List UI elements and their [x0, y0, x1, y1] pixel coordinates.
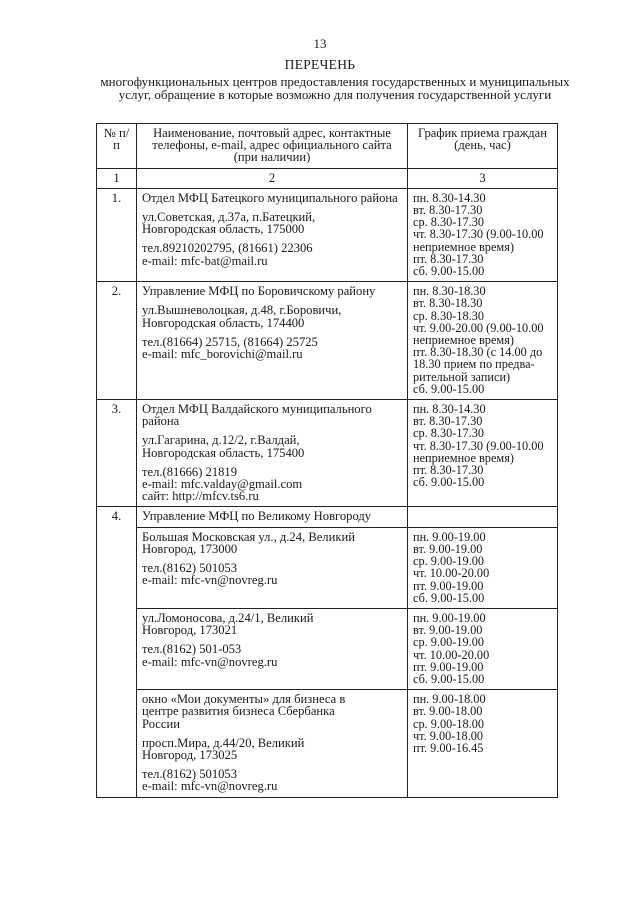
contact-line: тел.(8162) 501053	[142, 767, 238, 782]
schedule-line: сб. 9.00-15.00	[413, 590, 485, 605]
schedule-line: пт. 9.00-19.00	[413, 578, 484, 593]
schedule-line: неприемное время)	[413, 450, 514, 465]
org-name: Управление МФЦ по Великому Новгороду	[137, 507, 408, 527]
address-line: Новгородская область, 175000	[142, 222, 305, 237]
schedule-line: чт. 9.00-20.00 (9.00-10.00	[413, 320, 544, 335]
org-cell	[137, 400, 408, 507]
column-index-row	[97, 168, 558, 188]
contact-line: тел.89210202795, (81661) 22306	[142, 241, 313, 256]
schedule-line: пт. 8.30-17.30	[413, 251, 484, 266]
row-number: 1.	[97, 188, 137, 281]
schedule-line: ср. 9.00-19.00	[413, 635, 485, 650]
schedule-line: ср. 8.30-17.30	[413, 215, 485, 230]
header-name: Наименование, почтовый адрес, контактные телефоны, e-mail, адрес официального сайта (при наличии)	[137, 124, 408, 169]
schedule-cell	[408, 400, 558, 507]
table-row	[97, 282, 558, 400]
contact-line: e-mail: mfc-vn@novreg.ru	[142, 573, 278, 588]
schedule-line: сб. 9.00-15.00	[413, 475, 485, 490]
schedule-cell-empty	[408, 507, 558, 527]
document-title: ПЕРЕЧЕНЬ	[284, 57, 356, 72]
row-number: 2.	[97, 282, 137, 400]
branch-title-line: центре развития бизнеса Сбербанка	[142, 704, 335, 719]
schedule-line: пт. 8.30-18.30 (с 14.00 до	[413, 345, 543, 360]
schedule-line: пт. 8.30-17.30	[413, 463, 484, 478]
website-link[interactable]: сайт: http://mfcv.ts6.ru	[142, 489, 259, 504]
address-line: ул.Вышневолоцкая, д.48, г.Боровичи,	[142, 303, 342, 318]
schedule-line: пт. 9.00-19.00	[413, 659, 484, 674]
contact-line: e-mail: mfc-vn@novreg.ru	[142, 779, 278, 794]
address-line: Большая Московская ул., д.24, Великий	[142, 529, 355, 544]
address-line: ул.Советская, д.37а, п.Батецкий,	[142, 210, 316, 225]
schedule-line: сб. 9.00-15.00	[413, 671, 485, 686]
schedule-cell	[408, 282, 558, 400]
contact-line: тел.(81664) 25715, (81664) 25725	[142, 334, 318, 349]
contact-line: тел.(81666) 21819	[142, 464, 238, 479]
contact-line: e-mail: mfc-vn@novreg.ru	[142, 654, 278, 669]
schedule-line: пт. 9.00-16.45	[413, 740, 484, 755]
schedule-line: пн. 9.00-18.00	[413, 692, 486, 707]
address-line: ул.Гагарина, д.12/2, г.Валдай,	[142, 433, 300, 448]
schedule-line: пн. 8.30-14.30	[413, 402, 486, 417]
mfc-table	[96, 123, 558, 798]
org-name: Управление МФЦ по Боровичскому району	[142, 284, 376, 299]
address-line: Новгород, 173025	[142, 747, 238, 762]
document-subtitle: многофункциональных центров предоставления государственных и муниципальных услуг, обращение в которые возможно для получения государственной услуги	[100, 74, 570, 102]
schedule-line: неприемное время)	[413, 239, 514, 254]
schedule-line: чт. 8.30-17.30 (9.00-10.00	[413, 227, 544, 242]
contact-line: e-mail: mfc_borovichi@mail.ru	[142, 347, 303, 362]
page-number: 13	[313, 36, 327, 51]
contact-line: тел.(8162) 501053	[142, 561, 238, 576]
header-schedule: График приема граждан (день, час)	[408, 124, 558, 169]
schedule-line: пн. 8.30-14.30	[413, 190, 486, 205]
schedule-line: неприемное время)	[413, 333, 514, 348]
org-name: Отдел МФЦ Батецкого муниципального района	[142, 190, 398, 205]
branch-title-line: России	[142, 716, 180, 731]
table-row	[97, 608, 558, 689]
contact-line: e-mail: mfc.valday@gmail.com	[142, 477, 303, 492]
branch-cell	[137, 690, 408, 797]
table-row	[97, 188, 558, 281]
branch-title-line: окно «Мои документы» для бизнеса в	[142, 692, 346, 707]
schedule-line: 18.30 прием по предва-	[413, 357, 535, 372]
schedule-line: пн. 9.00-19.00	[413, 610, 486, 625]
schedule-line: рительной записи)	[413, 369, 511, 384]
address-line: Новгородская область, 175400	[142, 445, 305, 460]
branch-cell	[137, 608, 408, 689]
address-line: просп.Мира, д.44/20, Великий	[142, 735, 305, 750]
schedule-line: вт. 9.00-19.00	[413, 541, 483, 556]
column-index: 3	[408, 168, 558, 188]
org-name: Отдел МФЦ Валдайского муниципального района	[142, 402, 372, 429]
schedule-line: ср. 8.30-17.30	[413, 426, 485, 441]
schedule-line: ср. 9.00-18.00	[413, 716, 485, 731]
table-header-row	[97, 124, 558, 169]
schedule-cell	[408, 690, 558, 797]
column-index: 1	[97, 168, 137, 188]
schedule-line: чт. 10.00-20.00	[413, 647, 490, 662]
column-index: 2	[137, 168, 408, 188]
table-row	[97, 507, 558, 527]
schedule-line: чт. 8.30-17.30 (9.00-10.00	[413, 438, 544, 453]
schedule-line: чт. 9.00-18.00	[413, 728, 484, 743]
row-number: 3.	[97, 400, 137, 507]
schedule-cell	[408, 188, 558, 281]
header-num: № п/п	[97, 124, 137, 169]
schedule-cell	[408, 608, 558, 689]
table-row	[97, 690, 558, 797]
schedule-line: пн. 9.00-19.00	[413, 529, 486, 544]
org-cell	[137, 188, 408, 281]
schedule-line: пн. 8.30-18.30	[413, 284, 486, 299]
schedule-line: вт. 8.30-18.30	[413, 296, 483, 311]
org-cell	[137, 282, 408, 400]
table-row	[97, 527, 558, 608]
branch-cell	[137, 527, 408, 608]
contact-line: e-mail: mfc-bat@mail.ru	[142, 253, 268, 268]
address-line: Новгород, 173000	[142, 541, 238, 556]
schedule-line: вт. 8.30-17.30	[413, 414, 483, 429]
schedule-line: сб. 9.00-15.00	[413, 264, 485, 279]
table-row	[97, 400, 558, 507]
row-number: 4.	[97, 507, 137, 797]
schedule-cell	[408, 527, 558, 608]
schedule-line: ср. 8.30-18.30	[413, 308, 485, 323]
schedule-line: вт. 8.30-17.30	[413, 203, 483, 218]
schedule-line: чт. 10.00-20.00	[413, 566, 490, 581]
address-line: ул.Ломоносова, д.24/1, Великий	[142, 610, 314, 625]
schedule-line: вт. 9.00-18.00	[413, 704, 483, 719]
address-line: Новгород, 173021	[142, 623, 238, 638]
schedule-line: вт. 9.00-19.00	[413, 623, 483, 638]
schedule-line: сб. 9.00-15.00	[413, 381, 485, 396]
schedule-line: ср. 9.00-19.00	[413, 554, 485, 569]
contact-line: тел.(8162) 501-053	[142, 642, 242, 657]
address-line: Новгородская область, 174400	[142, 315, 305, 330]
